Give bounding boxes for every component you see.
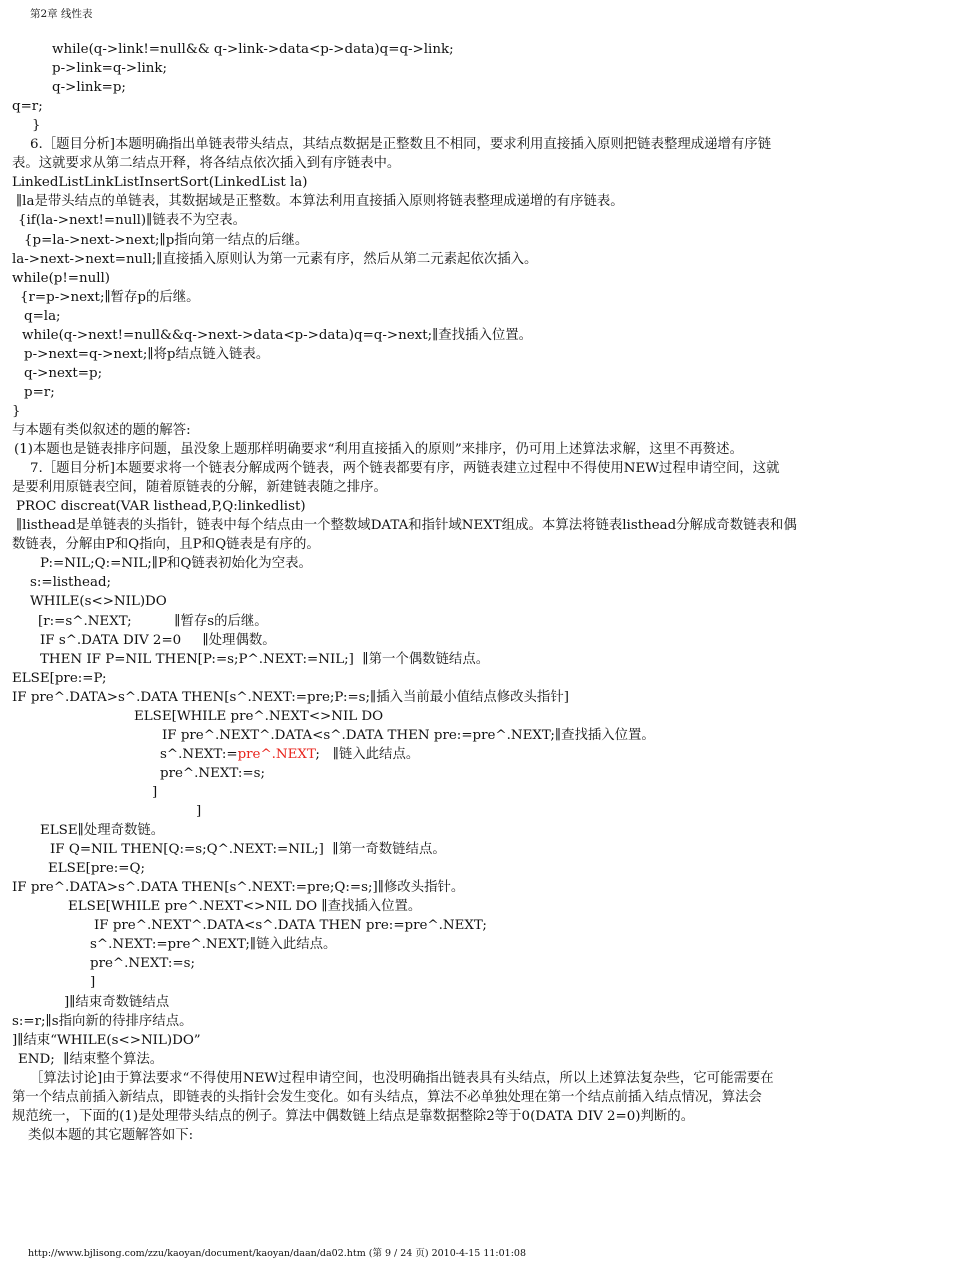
line-text: while(q->next!=null&&q->next->data<p->data)q=q->next;∥查找插入位置。 bbox=[22, 327, 533, 343]
line-text: while(p!=null) bbox=[12, 270, 111, 286]
text-line bbox=[0, 307, 967, 326]
line-text: s^.NEXT:=pre^.NEXT;∥链入此结点。 bbox=[90, 937, 337, 953]
line-text: IF pre^.NEXT^.DATA<s^.DATA THEN pre:=pre^.NEXT; bbox=[94, 918, 487, 934]
line-text: 是要利用原链表空间，随着原链表的分解，新建链表随之排序。 bbox=[12, 480, 387, 496]
text-line bbox=[0, 878, 967, 897]
text-line bbox=[0, 1107, 967, 1126]
text-line bbox=[0, 726, 967, 745]
text-line bbox=[0, 421, 967, 440]
line-text: {p=la->next->next;∥p指向第一结点的后继。 bbox=[24, 232, 309, 248]
line-text: ]∥结束奇数链结点 bbox=[64, 994, 170, 1010]
line-text: ∥listhead是单链表的头指针，链表中每个结点由一个整数域DATA和指针域NEXT组成。本算法将链表listhead分解成奇数链表和偶 bbox=[16, 518, 797, 534]
text-line bbox=[0, 592, 967, 611]
line-text: p->link=q->link; bbox=[52, 61, 167, 77]
line-text: q->next=p; bbox=[24, 365, 103, 381]
text-line bbox=[0, 897, 967, 916]
line-text: la->next->next=null;∥直接插入原则认为第一元素有序，然后从第二元素起依次插入。 bbox=[12, 251, 538, 267]
text-line bbox=[0, 269, 967, 288]
text-line bbox=[0, 364, 967, 383]
line-text: IF pre^.DATA>s^.DATA THEN[s^.NEXT:=pre;Q:=s;]∥修改头指针。 bbox=[12, 880, 465, 896]
line-text: ] bbox=[196, 804, 202, 819]
text-line bbox=[0, 516, 967, 535]
text-line bbox=[0, 459, 967, 478]
line-text: IF Q=NIL THEN[Q:=s;Q^.NEXT:=NIL;] ∥第一奇数链结点。 bbox=[50, 842, 446, 858]
line-text: s:=r;∥s指向新的待排序结点。 bbox=[12, 1013, 193, 1029]
text-line bbox=[0, 1012, 967, 1031]
text-line bbox=[0, 345, 967, 364]
text-line bbox=[0, 478, 967, 497]
text-line bbox=[0, 231, 967, 250]
text-line bbox=[0, 821, 967, 840]
text-line bbox=[0, 192, 967, 211]
line-text: IF pre^.DATA>s^.DATA THEN[s^.NEXT:=pre;P:=s;∥插入当前最小值结点修改头指针] bbox=[12, 689, 569, 705]
text-line bbox=[0, 97, 967, 116]
line-text: ELSE∥处理奇数链。 bbox=[40, 823, 165, 839]
text-line bbox=[0, 916, 967, 935]
text-line bbox=[0, 116, 967, 135]
text-line bbox=[0, 211, 967, 230]
text-line bbox=[0, 135, 967, 154]
line-text: 与本题有类似叙述的题的解答: bbox=[12, 423, 191, 438]
line-text: 表。这就要求从第二结点开释，将各结点依次插入到有序链表中。 bbox=[12, 156, 401, 172]
page-footer: http://www.bjlisong.com/zzu/kaoyan/document/kaoyan/daan/da02.htm (第 9 / 24 页) 2010-4-15 11:01:08 bbox=[28, 1248, 527, 1259]
line-text: q->link=p; bbox=[52, 80, 126, 96]
text-line bbox=[0, 535, 967, 554]
line-text: s^.NEXT:= bbox=[160, 746, 238, 762]
line-text: IF pre^.NEXT^.DATA<s^.DATA THEN pre:=pre^.NEXT;∥查找插入位置。 bbox=[162, 727, 655, 743]
line-text: ] bbox=[90, 975, 96, 991]
line-text: ELSE[WHILE pre^.NEXT<>NIL DO ∥查找插入位置。 bbox=[68, 899, 422, 915]
text-line bbox=[0, 40, 967, 59]
text-line bbox=[0, 1069, 967, 1088]
line-text: 数链表，分解由P和Q指向，且P和Q链表是有序的。 bbox=[12, 537, 320, 553]
line-text: 规范统一，下面的(1)是处理带头结点的例子。算法中偶数链上结点是靠数据整除2等于0(DATA DIV 2=0)判断的。 bbox=[12, 1108, 695, 1124]
text-line bbox=[0, 59, 967, 78]
line-text: 第一个结点前插入新结点，即链表的头指针会发生变化。如有头结点，算法不必单独处理在第一个结点前插入结点情况，算法会 bbox=[12, 1089, 762, 1105]
text-line bbox=[0, 154, 967, 173]
text-line bbox=[0, 783, 967, 802]
text-line bbox=[0, 78, 967, 97]
line-text: WHILE(s<>NIL)DO bbox=[30, 594, 167, 610]
text-line bbox=[0, 935, 967, 954]
text-line bbox=[0, 840, 967, 859]
line-text: pre^.NEXT:=s; bbox=[160, 765, 265, 781]
line-text: while(q->link!=null&& q->link->data<p->data)q=q->link; bbox=[52, 42, 454, 57]
text-line bbox=[0, 764, 967, 783]
text-line bbox=[0, 954, 967, 973]
line-text: 6.［题目分析]本题明确指出单链表带头结点，其结点数据是正整数且不相同，要求利用直接插入原则把链表整理成递增有序链 bbox=[30, 137, 772, 153]
text-line bbox=[0, 554, 967, 573]
line-text: ELSE[pre:=Q; bbox=[48, 861, 145, 877]
text-line bbox=[0, 1031, 967, 1050]
line-text: p=r; bbox=[24, 384, 55, 400]
line-text: END; ∥结束整个算法。 bbox=[18, 1051, 164, 1067]
text-line bbox=[0, 440, 967, 459]
line-text: ]∥结束“WHILE(s<>NIL)DO” bbox=[12, 1032, 201, 1048]
text-line bbox=[0, 173, 967, 192]
line-text: 类似本题的其它题解答如下: bbox=[28, 1127, 194, 1143]
text-line bbox=[0, 250, 967, 269]
line-text: P:=NIL;Q:=NIL;∥P和Q链表初始化为空表。 bbox=[40, 556, 312, 572]
line-text: (1)本题也是链表排序问题，虽没象上题那样明确要求“利用直接插入的原则”来排序，仍可用上述算法求解，这里不再赘述。 bbox=[14, 442, 743, 458]
line-text: q=r; bbox=[12, 99, 43, 115]
line-text: {r=p->next;∥暂存p的后继。 bbox=[20, 289, 200, 305]
text-line bbox=[0, 688, 967, 707]
line-text: [r:=s^.NEXT; ∥暂存s的后继。 bbox=[38, 613, 268, 629]
line-text: ] bbox=[152, 784, 158, 800]
text-line bbox=[0, 802, 967, 821]
line-text-tail: ; ∥链入此结点。 bbox=[315, 746, 420, 762]
text-line bbox=[0, 573, 967, 592]
text-line bbox=[0, 288, 967, 307]
line-text: {if(la->next!=null)∥链表不为空表。 bbox=[18, 213, 247, 229]
text-line bbox=[0, 631, 967, 650]
text-line bbox=[0, 402, 967, 421]
line-text: THEN IF P=NIL THEN[P:=s;P^.NEXT:=NIL;] ∥第一个偶数链结点。 bbox=[40, 651, 490, 667]
line-text: 7.［题目分析]本题要求将一个链表分解成两个链表，两个链表都要有序，两链表建立过程中不得使用NEW过程申请空间，这就 bbox=[30, 461, 780, 477]
text-line bbox=[0, 326, 967, 345]
line-text: IF s^.DATA DIV 2=0 ∥处理偶数。 bbox=[40, 632, 276, 648]
line-text: LinkedListLinkListInsertSort(LinkedList la) bbox=[12, 175, 308, 191]
text-line bbox=[0, 993, 967, 1012]
text-line bbox=[0, 707, 967, 726]
text-line bbox=[0, 1126, 967, 1145]
text-line bbox=[0, 612, 967, 631]
text-line bbox=[0, 859, 967, 878]
text-line bbox=[0, 1088, 967, 1107]
line-text: ELSE[pre:=P; bbox=[12, 670, 107, 686]
text-line bbox=[0, 973, 967, 992]
chapter-header: 第2章 线性表 bbox=[30, 8, 93, 20]
line-text: q=la; bbox=[24, 308, 61, 324]
highlighted-text: pre^.NEXT bbox=[237, 746, 316, 762]
line-text: } bbox=[12, 403, 21, 419]
line-text: } bbox=[32, 118, 41, 134]
text-line bbox=[0, 745, 967, 764]
text-line bbox=[0, 650, 967, 669]
line-text: s:=listhead; bbox=[30, 575, 112, 591]
line-text: pre^.NEXT:=s; bbox=[90, 956, 195, 972]
line-text: ELSE[WHILE pre^.NEXT<>NIL DO bbox=[134, 708, 384, 724]
text-line bbox=[0, 669, 967, 688]
text-line bbox=[0, 1050, 967, 1069]
text-line bbox=[0, 383, 967, 402]
text-line bbox=[0, 497, 967, 516]
line-text: ［算法讨论]由于算法要求“不得使用NEW过程申请空间，也没明确指出链表具有头结点，所以上述算法复杂些，它可能需要在 bbox=[30, 1070, 774, 1086]
line-text: p->next=q->next;∥将p结点链入链表。 bbox=[24, 346, 270, 362]
line-text: ∥la是带头结点的单链表，其数据域是正整数。本算法利用直接插入原则将链表整理成递增的有序链表。 bbox=[16, 194, 624, 210]
line-text: PROC discreat(VAR listhead,P,Q:linkedlist) bbox=[16, 499, 306, 515]
